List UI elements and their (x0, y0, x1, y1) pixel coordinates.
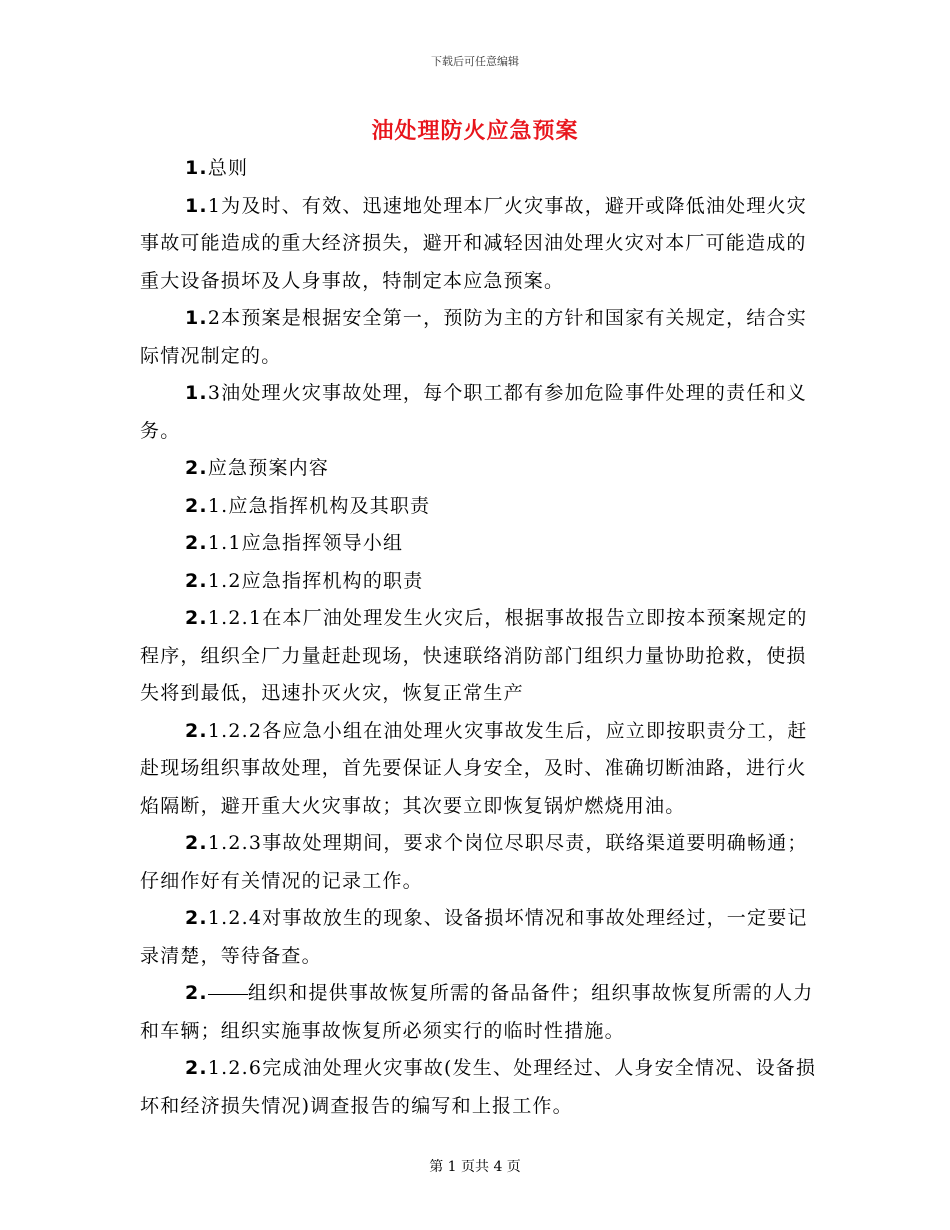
paragraph-text: 组织和提供事故恢复所需的备品备件；组织事故恢复所需的人力和车辆；组织实施事故恢复所必须实行的临时性措施。 (140, 982, 814, 1042)
document-title: 油处理防火应急预案 (371, 118, 579, 144)
paragraph-text: 1.2.4对事故放生的现象、设备损坏情况和事故处理经过，一定要记录清楚，等待备查。 (140, 907, 808, 967)
paragraph-text: 1.应急指挥机构及其职责 (207, 494, 431, 517)
section-number: 2. (185, 457, 208, 479)
paragraph (140, 375, 825, 450)
paragraph-text: 1.2.1在本厂油处理发生火灾后，根据事故报告立即按本预案规定的程序，组织全厂力量赶赴现场，快速联络消防部门组织力量协助抢救，使损失将到最低，迅速扑灭火灾，恢复正常生产 (140, 607, 808, 704)
paragraph-text: 1.2应急指挥机构的职责 (207, 569, 424, 592)
paragraph-text: 2本预案是根据安全第一，预防为主的方针和国家有关规定，结合实际情况制定的。 (140, 307, 807, 367)
section-number: 2. (185, 494, 208, 517)
section-number: 2. (185, 569, 208, 592)
section-number: 2. (185, 719, 208, 742)
paragraph (140, 713, 825, 826)
section-number: 2. (185, 832, 208, 854)
paragraph (140, 450, 825, 488)
document-body (140, 150, 825, 1125)
paragraph (140, 1050, 825, 1125)
paragraph-text: 3油处理火灾事故处理，每个职工都有参加危险事件处理的责任和义务。 (140, 382, 807, 442)
paragraph-text: 1.2.2各应急小组在油处理火灾事故发生后，应立即按职责分工，赶赴现场组织事故处理，首先要保证人身安全，及时、准确切断油路，进行火焰隔断，避开重大火灾事故；其次要立即恢复锅炉燃烧用油。 (140, 719, 808, 817)
paragraph (140, 300, 825, 375)
paragraph-text: 1为及时、有效、迅速地处理本厂火灾事故，避开或降低油处理火灾事故可能造成的重大经济损失，避开和减轻因油处理火灾对本厂可能造成的重大设备损坏及人身事故，特制定本应急预案。 (140, 194, 807, 292)
section-number: 2. (185, 907, 208, 929)
paragraph-text: 总则 (207, 157, 249, 179)
paragraph-text: 1.2.3事故处理期间，要求个岗位尽职尽责，联络渠道要明确畅通；仔细作好有关情况的记录工作。 (140, 832, 808, 892)
header-note: 下载后可任意编辑 (431, 55, 519, 68)
paragraph (140, 188, 825, 301)
section-number: 2. (185, 532, 208, 554)
paragraph (140, 900, 825, 975)
page-footer: 第 1 页共 4 页 (429, 1159, 521, 1175)
blank-line (208, 993, 248, 995)
section-number: 1. (185, 382, 208, 404)
paragraph-text: 1.1应急指挥领导小组 (207, 532, 404, 554)
paragraph (140, 975, 825, 1050)
section-number: 1. (185, 194, 208, 217)
paragraph-text: 1.2.6完成油处理火灾事故(发生、处理经过、人身安全情况、设备损坏和经济损失情况)调查报告的编写和上报工作。 (140, 1057, 817, 1117)
section-number: 2. (185, 982, 208, 1004)
section-number: 1. (185, 307, 208, 329)
paragraph (140, 525, 825, 563)
paragraph (140, 488, 825, 526)
paragraph (140, 825, 825, 900)
section-number: 2. (185, 1057, 208, 1079)
paragraph-text: 应急预案内容 (207, 457, 330, 479)
section-number: 2. (185, 607, 208, 629)
paragraph (140, 563, 825, 601)
section-number: 1. (185, 157, 208, 179)
paragraph (140, 600, 825, 713)
paragraph (140, 150, 825, 188)
